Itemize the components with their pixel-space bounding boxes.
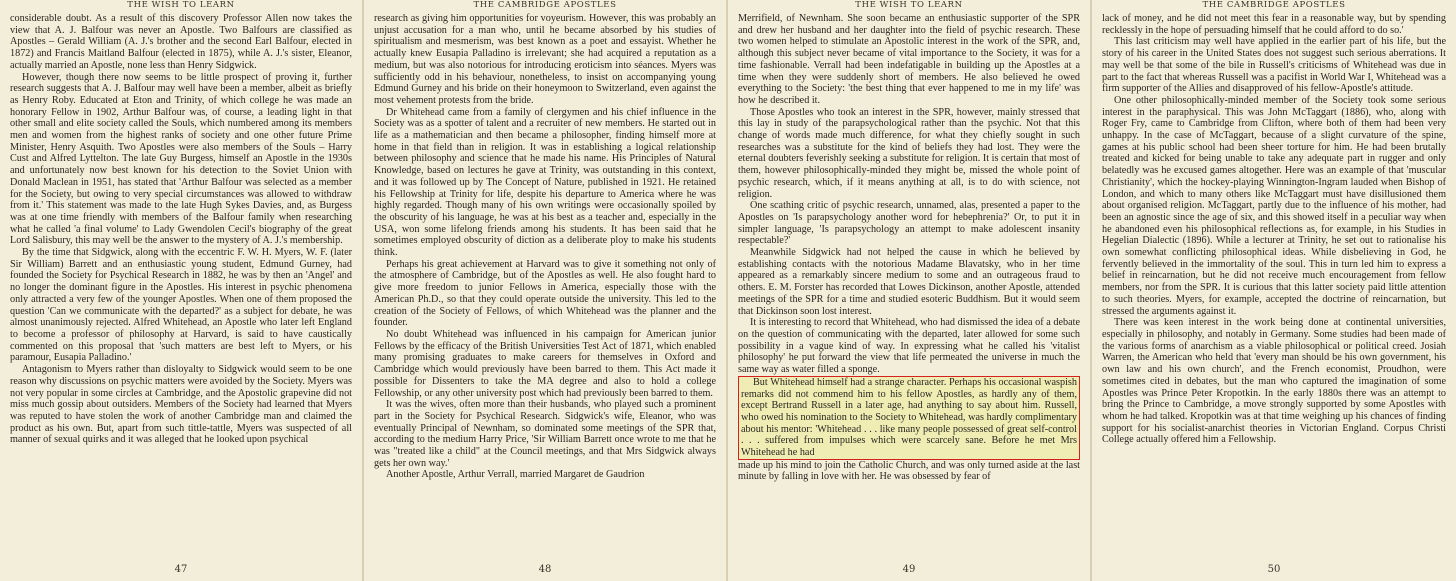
paragraph: research as giving him opportunities for voyeurism. However, this was probably an unjust accusation for a man who, until he became absorbed by his studies of spiritualism and mesmerism, was best known as a poet and essayist. Whether he actually knew Eusapia Palladino is irrelevant; she had acquired a reputation as a medium, but was also notorious for introducing eroticism into séances. Myers was sufficiently odd in his behaviour, nonetheless, to insist on accompanying young Edmund Gurney and his bride on their honeymoon to Switzerland, even against the most vehement protests from the bride. [374, 13, 716, 106]
running-header: THE WISH TO LEARN [127, 0, 235, 10]
page-48 [364, 0, 726, 581]
page-body [738, 13, 1080, 483]
page-number: 47 [174, 564, 188, 575]
paragraph: This last criticism may well have applied in the earlier part of his life, but the story of his career in the United States does not suggest such serious aberrations. It may well be that some of the bile in Russell's criticisms of Whitehead was due in part to the fact that whereas Russell was a pacifist in World War I, Whitehead was a firm supporter of the Allies and disapproved of his fellow-Apostle's attitude. [1102, 36, 1446, 95]
paragraph: Another Apostle, Arthur Verrall, married Margaret de Gaudrion [386, 469, 645, 481]
page-number: 49 [902, 564, 916, 575]
paragraph: However, though there now seems to be little prospect of proving it, further research suggests that A. J. Balfour may well have been a member, albeit as briefly as Henry Roby. Educated at Eton and Trinity, of which college he was made an honorary Fellow in 1902, Arthur Balfour was, of course, a leading light in that other small and elite society called the Souls, which numbered among its members men and women from the highest ranks of society and one other future Prime Minister, Henry Asquith. Two Apostles were also members of the Souls – Harry Cust and Alfred Lyttelton. The late Guy Burgess, himself an Apostle in the 1930s and unfortunately now best known for his detection to the Soviet Union with Donald Maclean in 1951, has stated that 'Arthur Balfour was selected as a member for the Society, but owing to very special circumstances was allowed to withdraw from it.' This statement was made to the late Hugh Sykes Davies, and, as Burgess was at one time friendly with members of the Balfour family when researching what he called 'a final volume' to Lady Gwendolen Cecil's biography of the great Lord Salisbury, this may well be the answer to the mystery of A. J.'s membership. [10, 71, 352, 247]
page-body [10, 13, 352, 446]
running-header: THE CAMBRIDGE APOSTLES [1202, 0, 1346, 10]
page-number: 50 [1267, 564, 1281, 575]
paragraph: lack of money, and he did not meet this fear in a reasonable way, but by spending recklessly in the hope of persuading himself that he could afford to do so.' [1102, 13, 1446, 36]
paragraph: One scathing critic of psychic research, unnamed, alas, presented a paper to the Apostles on 'Is parapsychology another word for hebephrenia?' Or, to put it in simpler language, 'Is parapsychology an attempt to make adolescent insanity respectable?' [738, 200, 1080, 247]
page-49 [728, 0, 1090, 581]
page-47 [0, 0, 362, 581]
highlighted-paragraph: But Whitehead himself had a strange character. Perhaps his occasional waspish remarks did not commend him to his fellow Apostles, as hardly any of them, except Bertrand Russell in a later age, had anything to say about him. Russell, who owed his nomination to the Society to Whitehead, was hardly complimentary about his mentor: 'Whitehead . . . like many people possessed of great self-control . . . suffered from impulses which were scarcely sane. Before he met Mrs Whitehead he had [738, 376, 1080, 460]
paragraph: Those Apostles who took an interest in the SPR, however, mainly stressed that this lay in study of the parapsychological rather than the psychic. Not that this change of words made much difference, for what they chiefly sought in such researches was a substitute for the kind of beliefs they had lost. They were the eternal doubters feverishly seeking a substitute for religion. It is certain that most of them, however philosophically-minded they might be, missed the whole point of psychic research, which, if it means anything at all, is to do with science, not religion. [738, 106, 1080, 200]
paragraph: considerable doubt. As a result of this discovery Professor Allen now takes the view that A. J. Balfour was never an Apostle. Two Balfours are classified as Apostles – Gerald William (A. J.'s brother and the second Earl Balfour, elected in 1872) and Francis Maitland Balfour (elected in 1875), while A. J.'s sister, Eleanor, actually married an Apostle, none less than Henry Sidgwick. [10, 13, 352, 71]
paragraph: No doubt Whitehead was influenced in his campaign for American junior Fellows by the efficacy of the British Universities Test Act of 1871, which enabled many promising graduates to make careers for themselves in Oxford and Cambridge which would previously have been barred to them. This Act made it possible for Dissenters to take the MA degree and also to hold a college Fellowship, or any other university post which had previously been barred to them. [374, 328, 716, 399]
paragraph: By the time that Sidgwick, along with the eccentric F. W. H. Myers, W. F. (later Sir William) Barrett and an enthusiastic young student, Edmund Gurney, had founded the Society for Psychical Research in 1882, he was by then an 'Angel' and no longer the dominant figure in the Apostles. His interest in psychic phenomena only attracted a very few of the younger Apostles. When one of them proposed the question 'Can we communicate with the departed?' as a subject for debate, he was almost unanimously rejected. Alfred Whitehead, an Apostle who later left England to become a professor of philosophy at Harvard, is said to have caustically commented on this proposal that 'such matters are best left to Myers, or his paramour, Eusapia Palladino.' [10, 247, 352, 364]
paragraph: There was keen interest in the work being done at continental universities, especially in philosophy, and notably in Germany. Some studies had been made of the various forms of anarchism as a viable philosophical or political creed. Josiah Warren, the American who held that 'every man should be his own government, his own law and his own church', and the French economist, Proudhon, were sometimes cited in debates, but the man who captured the imagination of some Apostles was Prince Peter Kropotkin. In the early 1880s there was an attempt to bring the Prince to Cambridge, a move strongly supported by some Apostles with whom he had talked. Kropotkin was at that time weighing up his chances of finding support for his socialist-anarchist theories in Victorian England. Corpus Christi College actually offered him a Fellowship. [1102, 317, 1446, 446]
page-body [374, 13, 716, 481]
page-body [1102, 13, 1446, 446]
page-50 [1092, 0, 1456, 581]
paragraph: One other philosophically-minded member of the Society took some serious interest in the paraphysical. This was John McTaggart (1886), who, along with Roger Fry, came to Cambridge from Clifton, where both of them had been very unhappy. In the case of McTaggart, because of a slight curvature of the spine, games at his public school had been sheer torture for him. He had been brutally treated and kicked for being unable to take any adequate part in rugger and only belatedly was he excused games altogether. Here was an example of that 'muscular Christianity', which the hockey-playing Winnington-Ingram lauded when Bishop of London, and which to many others like McTaggart must have disillusioned them about organised religion. McTaggart, partly due to the influence of his mother, had been an agnostic since the age of six, and this showed itself in a peculiar way when he abandoned even his philosophical reflections as, for example, in his Studies in Hegelian Dialectic (1896). While a lecturer at Trinity, he set out to rationalise his own somewhat conflicting philosophical ideas. While disbelieving in God, he fervently believed in the immortality of the soul. This in turn led him to express a belief in reincarnation, but he did not receive much encouragement from fellow members, nor from the SPR. It is curious that this latter society paid little attention to such theories. Myers, for example, accepted the doctrine of reincarnation, but stressed the arguments against it. [1102, 94, 1446, 317]
paragraph: Perhaps his great achievement at Harvard was to give it something not only of the atmosphere of Cambridge, but of the Apostles as well. He also fought hard to give more freedom to junior Fellows in America, especially those with the American Ph.D., so that they could operate outside the university. This led to the creation of the Society of Fellows, of which Whitehead was the planner and the founder. [374, 258, 716, 329]
paragraph: Merrifield, of Newnham. She soon became an enthusiastic supporter of the SPR and drew her husband and her daughter into the field of psychic research. These two women helped to stimulate an Apostolic interest in the work of the SPR, and, although this subject never became of vital importance to the Society, it was for a time fashionable. Verrall had been indefatigable in building up the Apostles at a time when they were suddenly short of members. He also believed he owed everything to the Society: 'the best thing that ever happened to me in my life' was how he described it. [738, 13, 1080, 106]
running-header: THE WISH TO LEARN [855, 0, 963, 10]
paragraph: Antagonism to Myers rather than disloyalty to Sidgwick would seem to be one reason why discussions on psychic matters were avoided by the Society. Myers was not very popular in some circles at Cambridge, and the Apostolic grapevine did not miss much gossip about outsiders. Members of the Society had learned that Myers was reputed to have stolen the work of another Cambridge man and claimed the product as his own. But, apart from such tittle-tattle, Myers was suspected of all manner of sexual quirks and it was alleged that he looked upon psychical [10, 364, 352, 446]
paragraph: Meanwhile Sidgwick had not helped the cause in which he believed by establishing contacts with the notorious Madame Blavatsky, who in her time appeared as a remarkably sincere medium to some and an outrageous fraud to others. E. M. Forster has recorded that Lowes Dickinson, another Apostle, attended meetings of the SPR for a time and studied esoteric Buddhism. But it would seem that Dickinson soon lost interest. [738, 247, 1080, 317]
paragraph: made up his mind to join the Catholic Church, and was only turned aside at the last minute by falling in love with her. He was obsessed by fear of [738, 459, 1080, 483]
page-number: 48 [538, 564, 552, 575]
paragraph: It is interesting to record that Whitehead, who had dismissed the idea of a debate on the question of communicating with the departed, later allowed for some such possibility in a vague kind of way. In expressing what he called his 'vitalist philosophy' he put forward the view that life permeated the universe in much the same way as water filled a sponge. [738, 317, 1080, 376]
paragraph: It was the wives, often more than their husbands, who played such a prominent part in the Society for Psychical Research. Sidgwick's wife, Eleanor, who was eventually Principal of Newnham, so dominated some meetings of the SPR that, according to the medium Harry Price, 'Sir William Barrett once wrote to me that he was "treated like a child" at the Council meetings, and that Mrs Sidgwick always gets her own way.' [374, 399, 716, 469]
paragraph: Dr Whitehead came from a family of clergymen and his chief influence in the Society was as a spotter of talent and a recruiter of new members. He started out in life as a mathematician and then became a philosopher, finding himself more at home in that field than in religion. It was in establishing a logical relationship between philosophy and science that he made his name. His Principles of Natural Knowledge, based on lectures he gave at Trinity, was outstanding in this context, and it was followed up by The Concept of Nature, published in 1921. He retained his Fellowship at Trinity for life, despite his departure to America where he was highly regarded. Though many of his own writings were occasionally spoiled by the obscurity of his language, he was at his best as a teacher and, especially in the USA, won some lifelong friends among his students. It has been said that he sometimes employed obscurity of diction as a deliberate ploy to make his students think. [374, 106, 716, 259]
running-header: THE CAMBRIDGE APOSTLES [473, 0, 617, 10]
